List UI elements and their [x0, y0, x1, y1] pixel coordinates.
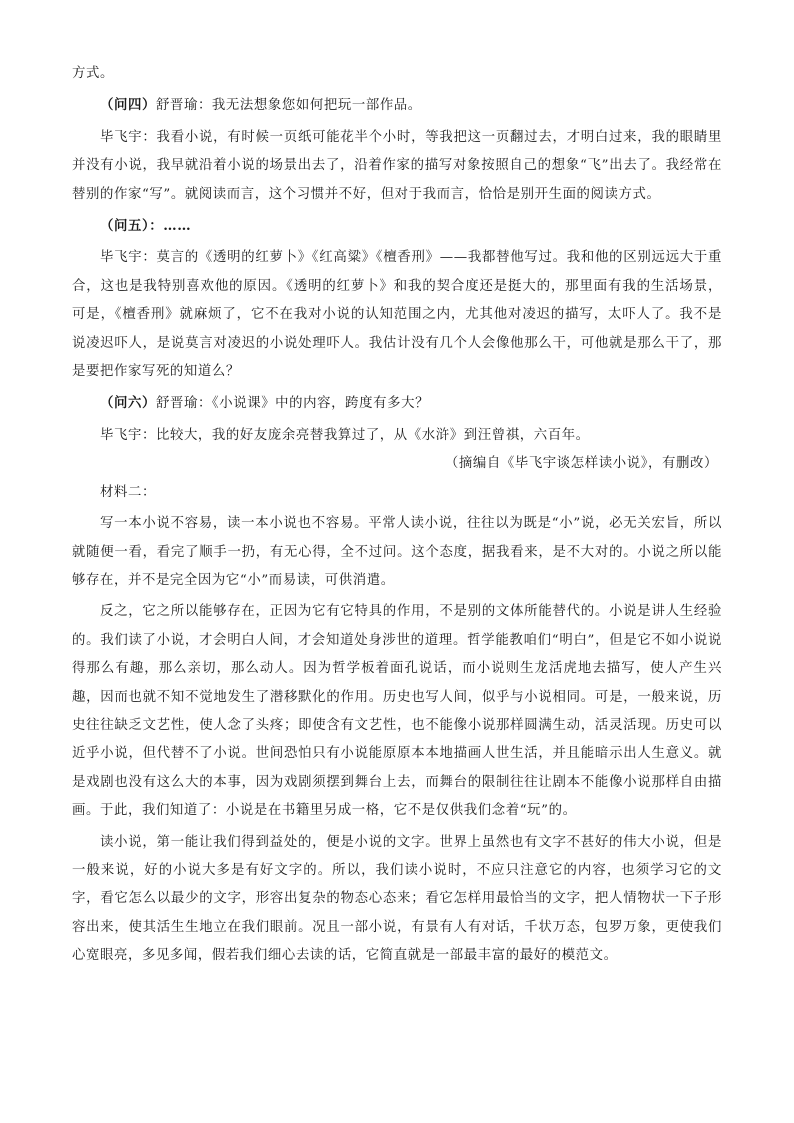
question-label: （问五）：…… — [100, 218, 192, 235]
interview-answer-4: 毕飞宇：我看小说，有时候一页纸可能花半个小时，等我把这一页翻过去，才明白过来，我的眼睛里并没有小说，我早就沿着小说的场景出去了，沿着作家的描写对象按照自己的想象“飞”出去了。我经常在替别的作家“写”。就阅读而言，这个习惯并不好，但对于我而言，恰恰是别开生面的阅读方式。 — [72, 129, 722, 202]
question-text: 舒晋瑜：《小说课》中的内容，跨度有多大？ — [155, 396, 430, 412]
interview-answer-6: 毕飞宇：比较大，我的好友庞余亮替我算过了，从《水浒》到汪曾祺，六百年。 — [100, 427, 590, 443]
interview-question-6 — [72, 389, 722, 418]
source-citation: （摘编自《毕飞宇谈怎样读小说》，有删改） — [444, 456, 718, 472]
question-label: （问四） — [100, 97, 156, 114]
material-2-label: 材料二： — [100, 484, 156, 500]
question-text: 舒晋瑜：我无法想象您如何把玩一部作品。 — [155, 98, 422, 114]
interview-answer-5: 毕飞宇：莫言的《透明的红萝卜》《红高粱》《檀香刑》——我都替他写过。我和他的区别远远大于重合，这也是我特别喜欢他的原因。《透明的红萝卜》和我的契合度还是挺大的，那里面有我的生活场景，可是，《檀香刑》就麻烦了，它不在我对小说的认知范围之内，尤其他对凌迟的描写，太吓人了。我不是说凌迟吓人，是说莫言对凌迟的小说处理吓人。我估计没有几个人会像他那么干，可他就是那么干了，那是要把作家写死的知道么？ — [72, 250, 722, 380]
interview-question-5 — [72, 212, 722, 241]
material-2-paragraph: 读小说，第一能让我们得到益处的，便是小说的文字。世界上虽然也有文字不甚好的伟大小说，但是一般来说，好的小说大多是有好文字的。所以，我们读小说时，不应只注意它的内容，也须学习它的文字，看它怎么以最少的文字，形容出复杂的物态心态来；看它怎样用最恰当的文字，把人情物状一下子形容出来，使其活生生地立在我们眼前。况且一部小说，有景有人有对话，千状万态，包罗万象，更使我们心宽眼亮，多见多闻，假若我们细心去读的话，它简直就是一部最丰富的最好的模范文。 — [72, 834, 722, 964]
interview-question-4 — [72, 91, 722, 120]
material-2-paragraph: 反之，它之所以能够存在，正因为它有它特具的作用，不是别的文体所能替代的。小说是讲人生经验的。我们读了小说，才会明白人间，才会知道处身涉世的道理。哲学能教咱们“明白”，但是它不如小说说得那么有趣，那么亲切，那么动人。因为哲学板着面孔说话，而小说则生龙活虎地去描写，使人产生兴趣，因而也就不知不觉地发生了潜移默化的作用。历史也写人间，似乎与小说相同。可是，一般来说，历史往往缺乏文艺性，使人念了头疼；即使含有文艺性，也不能像小说那样圆满生动，活灵活现。历史可以近乎小说，但代替不了小说。世间恐怕只有小说能原原本本地描画人世生活，并且能暗示出人生意义。就是戏剧也没有这么大的本事，因为戏剧须摆到舞台上去，而舞台的限制往往让剧本不能像小说那样自由描画。于此，我们知道了：小说是在书籍里另成一格，它不是仅供我们念着“玩”的。 — [72, 604, 722, 819]
material-2-paragraph: 写一本小说不容易，读一本小说也不容易。平常人读小说，往往以为既是“小”说，必无关宏旨，所以就随便一看，看完了顺手一扔，有无心得，全不过问。这个态度，据我看来，是不大对的。小说之所以能够存在，并不是完全因为它“小”而易读，可供消遣。 — [72, 516, 722, 588]
document-page — [72, 60, 722, 971]
question-label: （问六） — [100, 395, 156, 412]
paragraph-continuation: 方式。 — [72, 66, 114, 81]
